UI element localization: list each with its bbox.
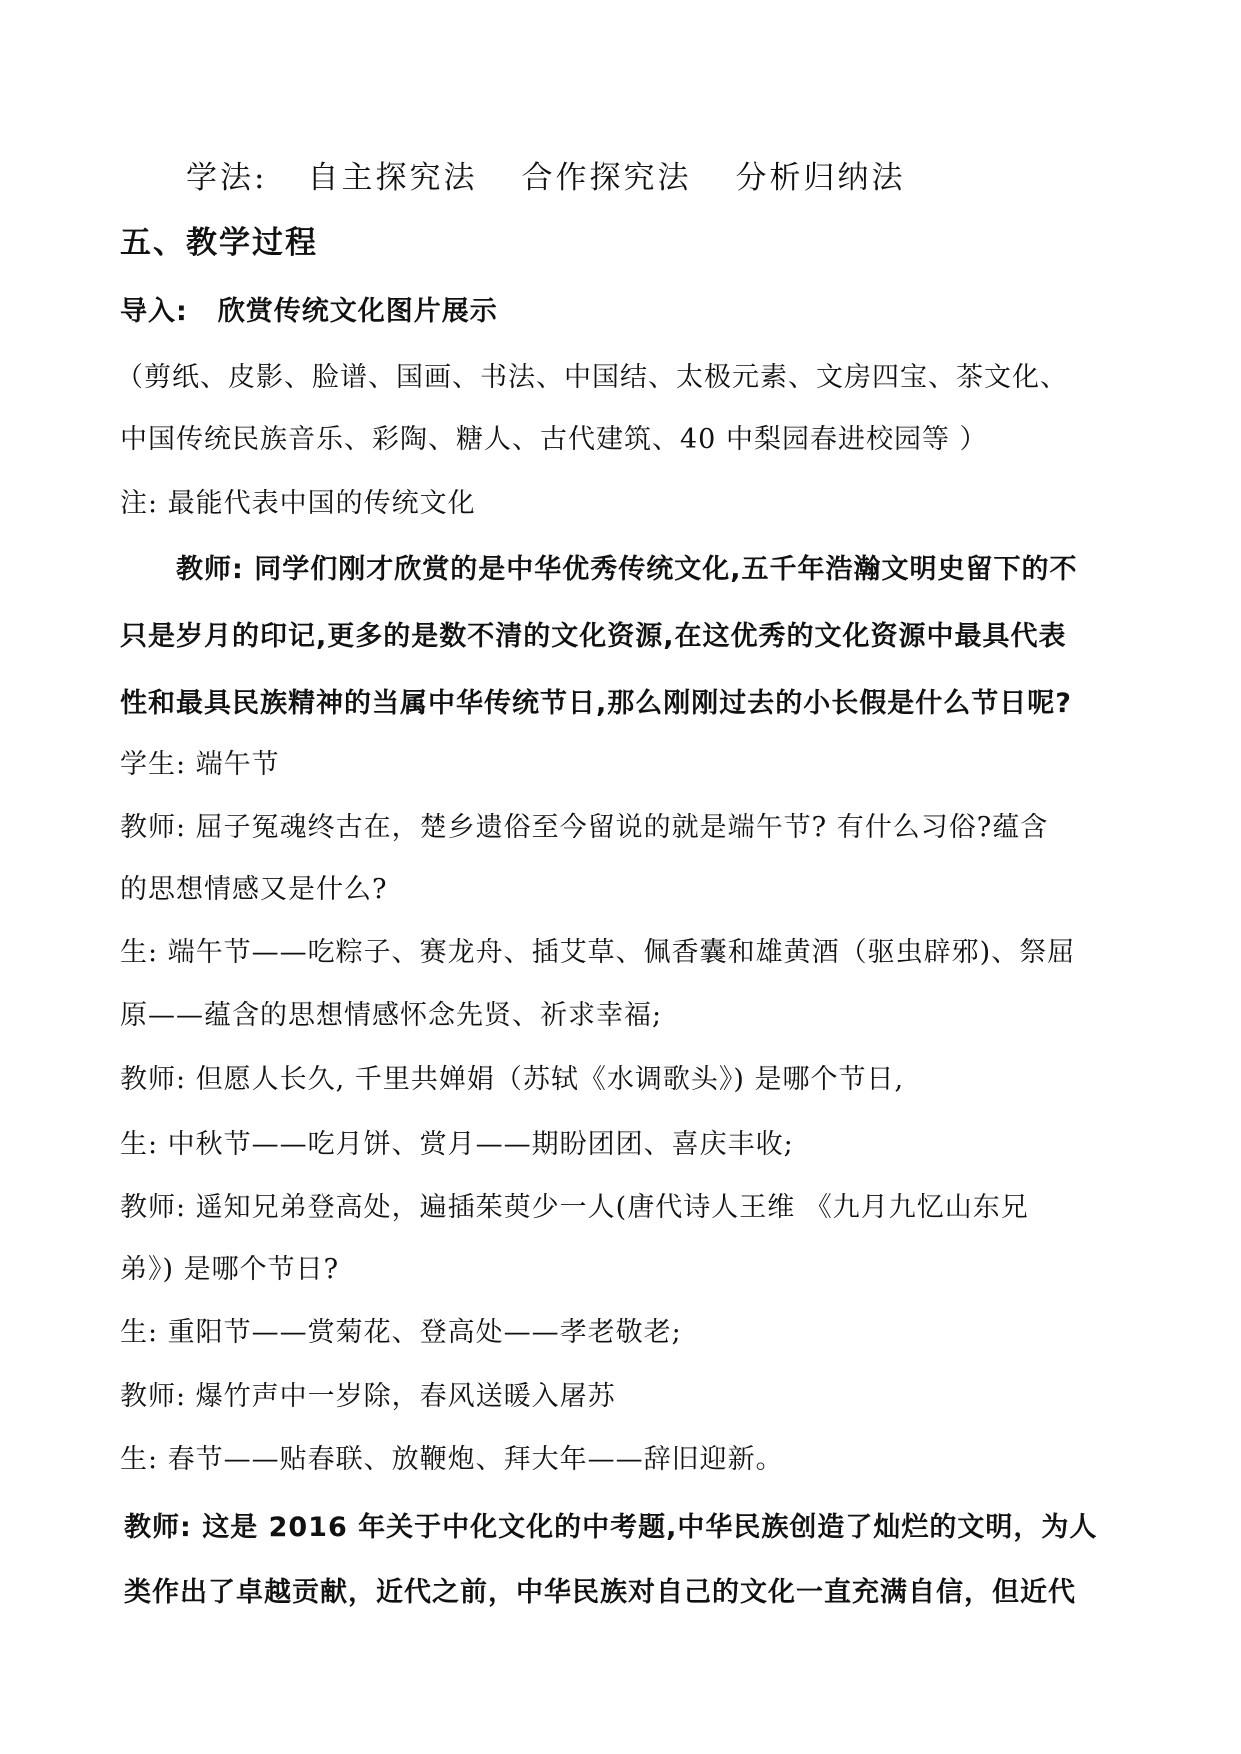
teacher-line: 教师: 但愿人长久, 千里共婵娟（苏轼《水调歌头》) 是哪个节日, [120, 1064, 905, 1095]
teacher-line: 弟》) 是哪个节日? [120, 1254, 340, 1285]
teacher-paragraph-line: 只是岁月的印记,更多的是数不清的文化资源,在这优秀的文化资源中最具代表 [120, 621, 1067, 652]
student-line: 学生: 端午节 [120, 749, 280, 780]
student-line: 生: 中秋节——吃月饼、赏月——期盼团团、喜庆丰收; [120, 1129, 794, 1160]
study-methods-label: 学法: [186, 160, 268, 196]
intro-heading [120, 292, 498, 332]
intro-label: 导入: [120, 296, 188, 327]
intro-list-line: 中国传统民族音乐、彩陶、糖人、古代建筑、40 中梨园春进校园等 ） [120, 424, 988, 455]
section-title: 五、教学过程 [120, 225, 318, 261]
teacher-paragraph-line: 教师: 这是 2016 年关于中化文化的中考题,中华民族创造了灿烂的文明，为人 [124, 1512, 1098, 1543]
intro-list-line: （剪纸、皮影、脸谱、国画、书法、中国结、太极元素、文房四宝、茶文化、 [116, 362, 1068, 393]
study-methods-line [186, 158, 905, 198]
student-line: 原——蕴含的思想情感怀念先贤、祈求幸福; [120, 1000, 663, 1031]
teacher-line: 教师: 遥知兄弟登高处，遍插茱萸少一人(唐代诗人王维 《九月九忆山东兄 [120, 1192, 1029, 1223]
note-line: 注: 最能代表中国的传统文化 [120, 488, 476, 519]
teacher-line: 教师: 爆竹声中一岁除，春风送暖入屠苏 [120, 1381, 616, 1412]
study-method-item: 分析归纳法 [735, 160, 906, 196]
intro-title: 欣赏传统文化图片展示 [217, 296, 498, 327]
student-line: 生: 端午节——吃粽子、赛龙舟、插艾草、佩香囊和雄黄酒（驱虫辟邪)、祭屈 [120, 937, 1076, 968]
teacher-paragraph-line: 类作出了卓越贡献，近代之前，中华民族对自己的文化一直充满自信，但近代 [124, 1577, 1076, 1608]
teacher-line: 的思想情感又是什么? [120, 874, 388, 905]
student-line: 生: 重阳节——赏菊花、登高处——孝老敬老; [120, 1317, 682, 1348]
study-method-item: 自主探究法 [307, 160, 478, 196]
student-line: 生: 春节——贴春联、放鞭炮、拜大年——辞旧迎新。 [120, 1444, 784, 1475]
study-method-item: 合作探究法 [521, 160, 692, 196]
teacher-paragraph-line: 性和最具民族精神的当属中华传统节日,那么刚刚过去的小长假是什么节日呢? [120, 688, 1072, 719]
teacher-paragraph-line: 教师: 同学们刚才欣赏的是中华优秀传统文化,五千年浩瀚文明史留下的不 [176, 554, 1078, 585]
teacher-line: 教师: 屈子冤魂终古在，楚乡遗俗至今留说的就是端午节? 有什么习俗?蕴含 [120, 812, 1049, 843]
